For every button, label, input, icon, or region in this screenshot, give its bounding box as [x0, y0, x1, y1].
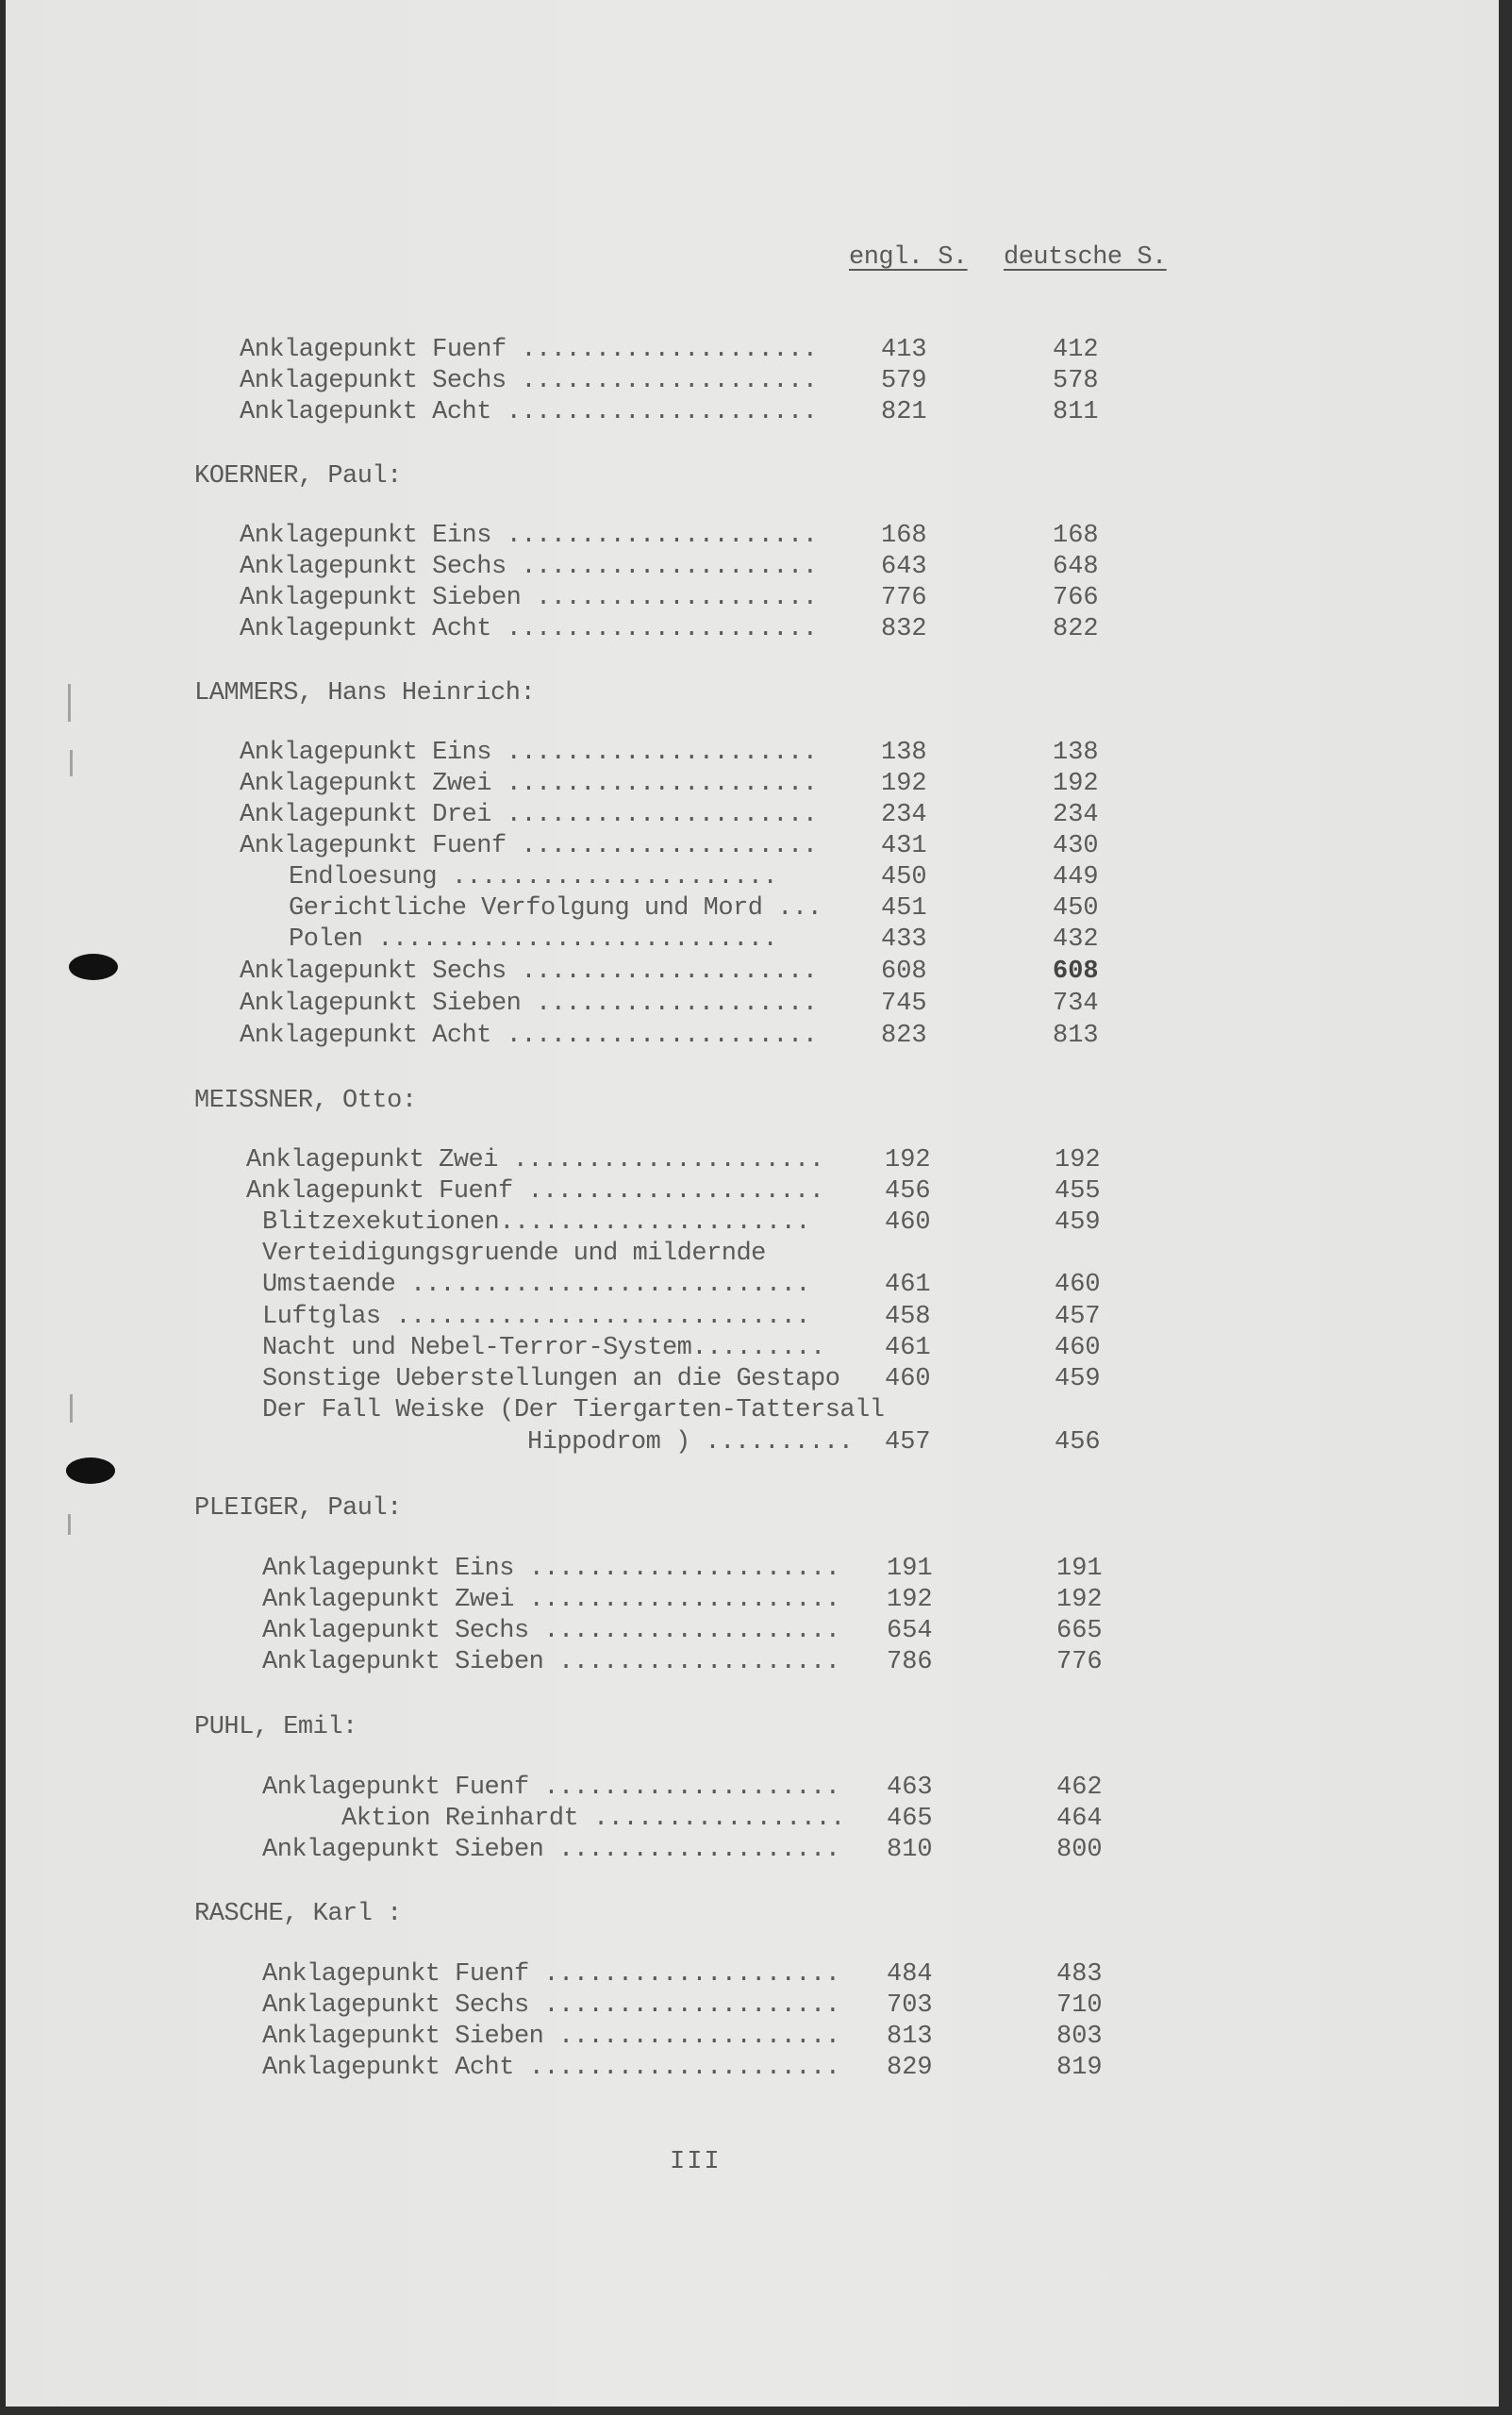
entry-label-continuation: Hippodrom ) .......... [527, 1428, 854, 1457]
section-heading: KOERNER, Paul: [194, 462, 402, 491]
column-header-german: deutsche S. [1004, 243, 1167, 272]
entry-page-de: 460 [1055, 1334, 1101, 1362]
entry-page-de: 168 [1053, 522, 1099, 550]
entry-page-de: 776 [1056, 1648, 1103, 1676]
entry-page-en: 608 [881, 958, 927, 986]
entry-page-en: 192 [887, 1586, 933, 1614]
entry-page-de: 578 [1053, 367, 1099, 395]
entry-page-en: 450 [881, 863, 927, 891]
entry-page-de: 412 [1053, 336, 1099, 364]
section-heading: PLEIGER, Paul: [194, 1494, 402, 1523]
entry-label: Anklagepunkt Sieben ................... [240, 584, 818, 612]
entry-page-en: 192 [885, 1146, 931, 1174]
entry-page-de: 822 [1053, 615, 1099, 643]
entry-page-en: 460 [885, 1365, 931, 1393]
entry-page-de: 811 [1053, 398, 1099, 426]
entry-label: Anklagepunkt Sechs .................... [262, 1991, 840, 2020]
entry-label-sub: Sonstige Ueberstellungen an die Gestapo [262, 1365, 840, 1393]
entry-label: Anklagepunkt Eins ..................... [240, 739, 818, 767]
section-heading: RASCHE, Karl : [194, 1900, 402, 1928]
entry-label: Anklagepunkt Sieben ................... [240, 990, 818, 1018]
entry-page-de: 192 [1055, 1146, 1101, 1174]
entry-label-sub: Umstaende ........................... [262, 1271, 810, 1299]
entry-label: Anklagepunkt Eins ..................... [240, 522, 818, 550]
entry-page-en: 829 [887, 2054, 933, 2082]
entry-page-de: 648 [1053, 553, 1099, 581]
entry-label: Anklagepunkt Sieben ................... [262, 2023, 840, 2051]
entry-page-en: 461 [885, 1271, 931, 1299]
entry-page-de: 430 [1053, 832, 1099, 860]
entry-page-de-overtyped: 608 [1053, 958, 1099, 986]
scan-border-right [1499, 0, 1512, 2415]
entry-page-en: 433 [881, 925, 927, 954]
scan-border-bottom [0, 2407, 1512, 2415]
section-heading: PUHL, Emil: [194, 1713, 357, 1741]
entry-label: Anklagepunkt Sechs .................... [262, 1617, 840, 1645]
entry-label-sub: Gerichtliche Verfolgung und Mord ... [289, 894, 822, 923]
entry-page-en: 821 [881, 398, 927, 426]
entry-label-sub: Verteidigungsgruende und mildernde [262, 1240, 766, 1268]
entry-page-de: 766 [1053, 584, 1099, 612]
entry-page-de: 191 [1056, 1555, 1103, 1583]
entry-label: Anklagepunkt Sechs .................... [240, 553, 818, 581]
entry-page-de: 450 [1053, 894, 1099, 923]
entry-page-de: 464 [1056, 1805, 1103, 1833]
document-page [6, 0, 1504, 2407]
entry-page-de: 432 [1053, 925, 1099, 954]
entry-page-de: 138 [1053, 739, 1099, 767]
entry-label: Anklagepunkt Fuenf .................... [240, 832, 818, 860]
entry-page-de: 192 [1053, 770, 1099, 798]
column-header-english: engl. S. [849, 243, 968, 272]
entry-page-en: 234 [881, 801, 927, 829]
tear-mark [68, 684, 71, 722]
tear-mark [70, 1394, 73, 1423]
entry-page-en: 138 [881, 739, 927, 767]
entry-label: Anklagepunkt Fuenf .................... [246, 1177, 824, 1206]
entry-page-de: 734 [1053, 990, 1099, 1018]
entry-page-de: 800 [1056, 1836, 1103, 1864]
entry-label: Anklagepunkt Sieben ................... [262, 1648, 840, 1676]
entry-label: Anklagepunkt Acht ..................... [262, 2054, 840, 2082]
entry-page-de: 813 [1053, 1022, 1099, 1050]
entry-label: Anklagepunkt Acht ..................... [240, 1022, 818, 1050]
entry-page-de: 449 [1053, 863, 1099, 891]
page-number: III [670, 2148, 722, 2176]
entry-page-en: 456 [885, 1177, 931, 1206]
entry-page-en: 465 [887, 1805, 933, 1833]
entry-page-en: 654 [887, 1617, 933, 1645]
entry-page-en: 823 [881, 1022, 927, 1050]
entry-label: Anklagepunkt Eins ..................... [262, 1555, 840, 1583]
entry-page-en: 813 [887, 2023, 933, 2051]
section-heading: LAMMERS, Hans Heinrich: [194, 679, 536, 708]
entry-page-de: 192 [1056, 1586, 1103, 1614]
entry-label: Anklagepunkt Zwei ..................... [246, 1146, 824, 1174]
entry-label: Anklagepunkt Fuenf .................... [240, 336, 818, 364]
entry-label-sub: Nacht und Nebel-Terror-System......... [262, 1334, 825, 1362]
entry-page-en: 579 [881, 367, 927, 395]
section-heading: MEISSNER, Otto: [194, 1087, 417, 1115]
entry-page-en: 776 [881, 584, 927, 612]
tear-mark [70, 750, 73, 776]
entry-label: Anklagepunkt Sechs .................... [240, 367, 818, 395]
entry-page-en: 461 [885, 1334, 931, 1362]
entry-page-en: 458 [885, 1303, 931, 1331]
entry-label: Anklagepunkt Sechs .................... [240, 958, 818, 986]
entry-page-en: 786 [887, 1648, 933, 1676]
entry-page-de: 457 [1055, 1303, 1101, 1331]
entry-page-en: 460 [885, 1208, 931, 1237]
entry-page-de: 665 [1056, 1617, 1103, 1645]
entry-label: Anklagepunkt Acht ..................... [240, 398, 818, 426]
entry-page-en: 413 [881, 336, 927, 364]
entry-page-de: 459 [1055, 1365, 1101, 1393]
entry-label: Anklagepunkt Zwei ..................... [240, 770, 818, 798]
punch-hole-icon [69, 954, 118, 980]
entry-label-sub: Blitzexekutionen..................... [262, 1208, 810, 1237]
entry-page-de: 234 [1053, 801, 1099, 829]
entry-page-de: 462 [1056, 1774, 1103, 1802]
entry-label: Anklagepunkt Sieben ................... [262, 1836, 840, 1864]
entry-label: Anklagepunkt Drei ..................... [240, 801, 818, 829]
entry-label: Anklagepunkt Fuenf .................... [262, 1774, 840, 1802]
entry-page-en: 192 [881, 770, 927, 798]
entry-page-en: 703 [887, 1991, 933, 2020]
entry-page-en: 484 [887, 1960, 933, 1989]
entry-page-de: 456 [1055, 1428, 1101, 1457]
entry-page-en: 191 [887, 1555, 933, 1583]
entry-page-en: 451 [881, 894, 927, 923]
punch-hole-icon [66, 1457, 115, 1484]
entry-page-en: 431 [881, 832, 927, 860]
entry-label: Anklagepunkt Acht ..................... [240, 615, 818, 643]
entry-label-sub: Der Fall Weiske (Der Tiergarten-Tattersall [262, 1396, 885, 1424]
entry-label-sub: Luftglas ............................ [262, 1303, 810, 1331]
entry-page-de: 459 [1055, 1208, 1101, 1237]
entry-label-sub: Polen ........................... [289, 925, 778, 954]
entry-page-de: 819 [1056, 2054, 1103, 2082]
entry-page-en: 810 [887, 1836, 933, 1864]
tear-mark [68, 1514, 71, 1535]
entry-page-de: 483 [1056, 1960, 1103, 1989]
entry-page-en: 643 [881, 553, 927, 581]
entry-page-en: 832 [881, 615, 927, 643]
entry-page-en: 463 [887, 1774, 933, 1802]
entry-page-de: 710 [1056, 1991, 1103, 2020]
entry-page-de: 455 [1055, 1177, 1101, 1206]
entry-page-en: 168 [881, 522, 927, 550]
entry-page-en: 745 [881, 990, 927, 1018]
entry-label-sub: Endloesung ...................... [289, 863, 778, 891]
entry-page-de: 460 [1055, 1271, 1101, 1299]
entry-label-sub: Aktion Reinhardt ................. [341, 1805, 845, 1833]
entry-page-de: 803 [1056, 2023, 1103, 2051]
entry-page-en: 457 [885, 1428, 931, 1457]
entry-label: Anklagepunkt Fuenf .................... [262, 1960, 840, 1989]
entry-label: Anklagepunkt Zwei ..................... [262, 1586, 840, 1614]
